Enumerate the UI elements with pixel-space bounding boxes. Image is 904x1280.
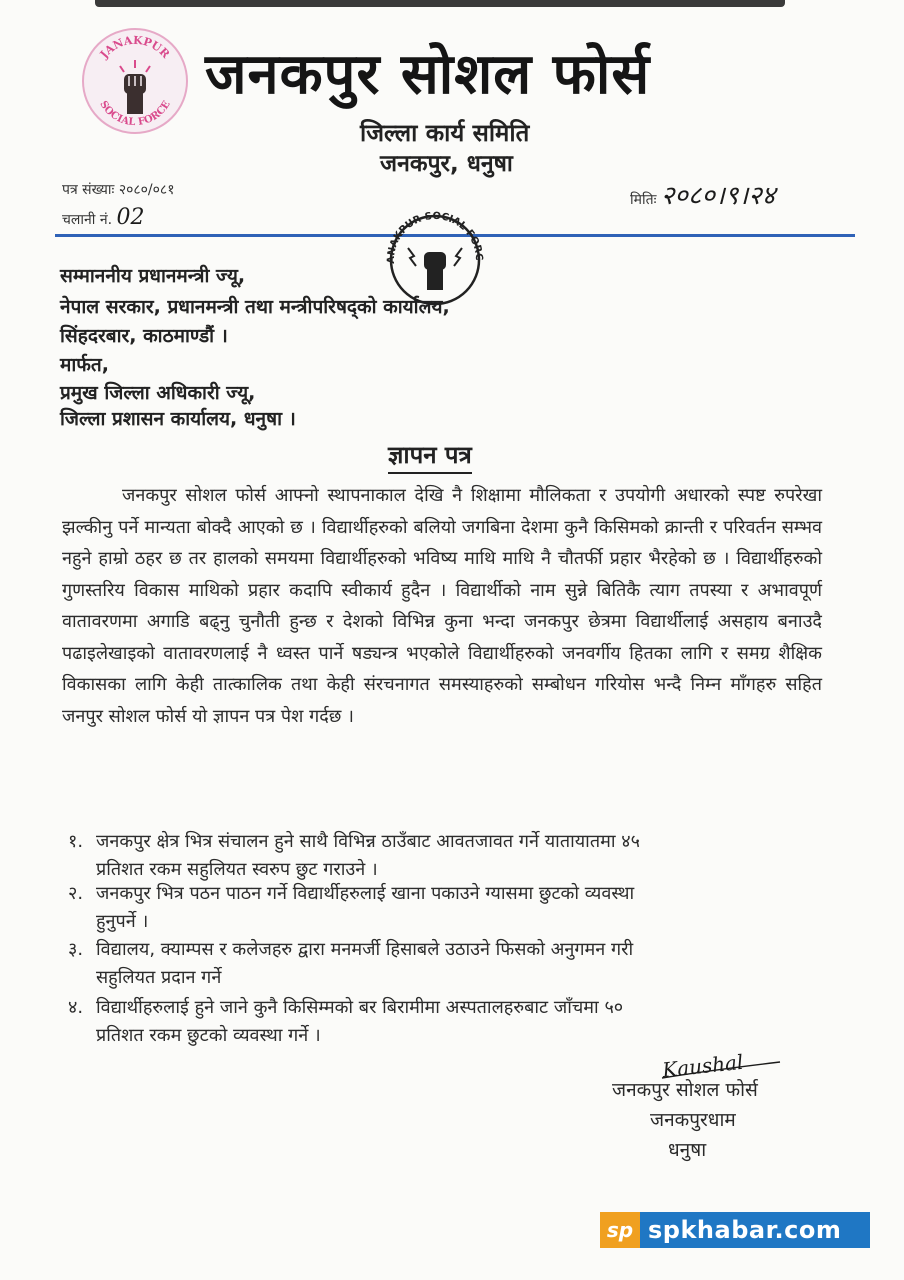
- recipient-line-6: जिल्ला प्रशासन कार्यालय, धनुषा ।: [60, 408, 296, 430]
- dispatch-label: चलानी नं.: [62, 212, 113, 228]
- demand-number: ४.: [68, 997, 84, 1018]
- demand-item: [68, 936, 838, 992]
- seal-text: ANAKPUR SOCIAL FORC: [385, 210, 485, 264]
- recipient-line-2: नेपाल सरकार, प्रधानमन्त्री तथा मन्त्रीपरिषद्को कार्यालय,: [60, 296, 450, 318]
- signature-text: Kaushal: [661, 1049, 745, 1083]
- signatory-organization: जनकपुर सोशल फोर्स: [612, 1079, 758, 1101]
- site-watermark: [600, 1212, 870, 1248]
- demand-text-line2: हुनुपर्ने ।: [96, 911, 149, 932]
- seal-fist-icon: [408, 248, 462, 290]
- recipient-line-3: सिंहदरबार, काठमाण्डौं ।: [60, 325, 228, 347]
- date-value: २०८०।९।२४: [660, 181, 776, 211]
- logo-graphic: [80, 26, 190, 136]
- letter-date: [630, 176, 775, 212]
- location-subtitle: जनकपुर, धनुषा: [380, 151, 513, 177]
- demand-text-line2: प्रतिशत रकम छुटको व्यवस्था गर्ने ।: [96, 1025, 321, 1046]
- demand-number: ३.: [68, 939, 84, 960]
- demand-item: [68, 880, 838, 936]
- memorandum-heading: ज्ञापन पत्र: [388, 438, 472, 474]
- watermark-text: spkhabar.com: [648, 1216, 842, 1244]
- demand-text-line1: विद्यार्थीहरुलाई हुने जाने कुनै किसिम्मको बर बिरामीमा अस्पतालहरुबाट जाँचमा ५०: [96, 997, 624, 1018]
- memorandum-body: जनकपुर सोशल फोर्स आफ्नो स्थापनाकाल देखि नै शिक्षामा मौलिकता र उपयोगी अधारको स्पष्ट रुपरेखा झल्कीनु पर्ने मान्यता बोक्दै आएको छ । विद्यार्थीहरुको बलियो जगबिना देशमा कुनै किसिमको क्रान्ती र परिवर्तन सम्भव नहुने हाम्रो ठहर छ तर हालको समयमा विद्यार्थीहरुको भविष्य माथि माथि नै चौतर्फी प्रहार भैरहेको छ । विद्यार्थीहरुको गुणस्तरिय विकास माथिको प्रहार कदापि स्वीकार्य हुदैन । विद्यार्थीको नाम सुन्ने बितिकै त्याग तपस्या र अभावपूर्ण वातावरणमा अगाडि बढ्नु चुनौती हुन्छ र देशको विभिन्न कुना भन्दा जनकपुर छेत्रमा विद्यार्थीलाई असहाय बनाउदै पढाइलेखाइको वातावरणलाई नै ध्वस्त पार्ने षड्यन्त्र भएकोले विद्यार्थीहरुको जनवर्गीय हितका लागि र समग्र शैक्षिक विकासका लागि केही तात्कालिक तथा केही संरचनागत समस्याहरुको सम्बोधन गरियोस भन्दै निम्न माँगहरु सहित जनपुर सोशल फोर्स यो ज्ञापन पत्र पेश गर्दछ ।: [62, 485, 822, 727]
- demand-item: [68, 828, 838, 884]
- demand-text-line2: प्रतिशत रकम सहुलियत स्वरुप छुट गराउने ।: [96, 859, 378, 880]
- watermark-logo-icon: sp: [600, 1212, 640, 1248]
- demand-number: १.: [68, 831, 84, 852]
- recipient-line-4: मार्फत,: [60, 354, 109, 376]
- dispatch-value: 02: [116, 205, 145, 230]
- recipient-line-5: प्रमुख जिल्ला अधिकारी ज्यू,: [60, 382, 256, 404]
- logo-text-bottom: SOCIAL FORCE: [97, 99, 173, 129]
- signatory-city: जनकपुरधाम: [650, 1109, 736, 1131]
- organization-logo: [80, 26, 190, 136]
- demand-text-line1: जनकपुर भित्र पठन पाठन गर्ने विद्यार्थीहरुलाई खाना पकाउने ग्यासमा छुटको व्यवस्था: [96, 883, 635, 904]
- demand-text-line1: जनकपुर क्षेत्र भित्र संचालन हुने साथै विभिन्न ठाउँबाट आवतजावत गर्ने यातायातमा ४५: [96, 831, 640, 852]
- committee-subtitle: जिल्ला कार्य समिति: [360, 119, 530, 147]
- reference-value: २०८०/०८१: [118, 182, 175, 198]
- scan-top-edge: [95, 0, 785, 7]
- demand-text-line1: विद्यालय, क्याम्पस र कलेजहरु द्वारा मनमर्जी हिसाबले उठाउने फिसको अनुगमन गरी: [96, 939, 634, 960]
- demand-item: [68, 994, 838, 1050]
- recipient-line-1: सम्माननीय प्रधानमन्त्री ज्यू,: [60, 265, 246, 287]
- signatory-district: धनुषा: [668, 1139, 707, 1161]
- logo-text-top: JANAKPUR: [97, 33, 173, 61]
- organization-title: जनकपुर सोशल फोर्स: [205, 42, 651, 107]
- demand-number: २.: [68, 883, 84, 904]
- demand-text-line2: सहुलियत प्रदान गर्ने: [96, 967, 222, 988]
- reference-number: [62, 180, 175, 199]
- dispatch-number: [62, 205, 145, 230]
- reference-label: पत्र संख्याः: [62, 182, 115, 198]
- date-label: मितिः: [630, 192, 657, 208]
